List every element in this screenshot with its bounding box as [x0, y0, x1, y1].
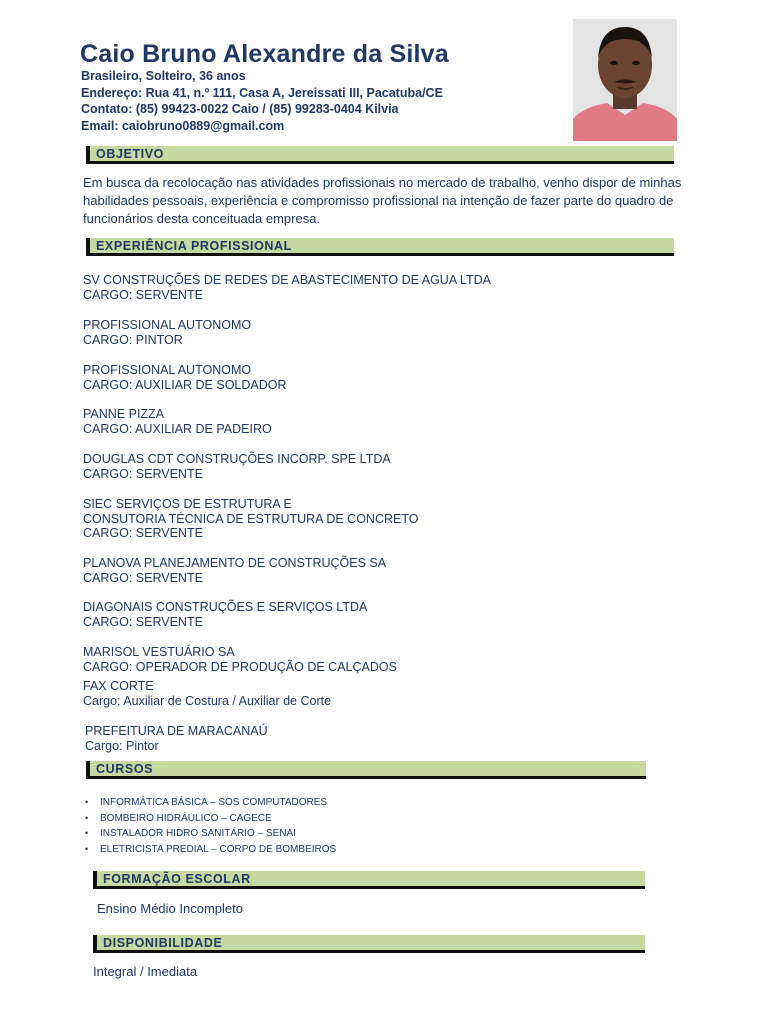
job-role: CARGO: SERVENTE	[83, 570, 203, 585]
job-entry	[83, 556, 386, 585]
job-entry	[83, 363, 287, 392]
address: Endereço: Rua 41, n.º 111, Casa A, Jereissati III, Pacatuba/CE	[81, 86, 443, 100]
job-company: SIEC SERVIÇOS DE ESTRUTURA E	[83, 497, 292, 511]
job-company: FAX CORTE	[83, 679, 154, 693]
job-company: DOUGLAS CDT CONSTRUÇÕES INCORP. SPE LTDA	[83, 452, 391, 466]
job-company: PROFISSIONAL AUTONOMO	[83, 318, 252, 332]
section-experiencia	[86, 238, 674, 256]
job-role: CARGO: OPERADOR DE PRODUÇÃO DE CALÇADOS	[83, 659, 397, 674]
job-entry	[85, 724, 268, 753]
job-entry	[83, 497, 418, 541]
job-company: MARISOL VESTUÁRIO SA	[83, 645, 235, 659]
section-title-objetivo: OBJETIVO	[96, 147, 165, 161]
job-entry	[83, 679, 331, 708]
availability-text: Integral / Imediata	[93, 964, 198, 979]
job-entry	[83, 452, 391, 481]
job-role: Cargo: Pintor	[85, 738, 159, 753]
job-role: Cargo: Auxiliar de Costura / Auxiliar de Corte	[83, 693, 332, 708]
section-title-formacao: FORMAÇÃO ESCOLAR	[103, 872, 251, 886]
section-disponibilidade	[93, 935, 645, 953]
objective-text: Em busca da recolocação nas atividades profissionais no mercado de trabalho, venho dispor de minhas habilidades pessoais, experiência e compromisso profissional na intenção de fazer parte do quadro de funcionários desta conceituada empresa.	[83, 175, 682, 226]
section-formacao	[93, 871, 645, 889]
section-title-experiencia: EXPERIÊNCIA PROFISSIONAL	[96, 239, 292, 253]
job-role: CARGO: AUXILIAR DE SOLDADOR	[83, 377, 287, 392]
job-role: CARGO: SERVENTE	[83, 466, 203, 481]
job-role: CARGO: SERVENTE	[83, 287, 203, 302]
contact-phones: Contato: (85) 99423-0022 Caio / (85) 99283-0404 Kilvia	[81, 102, 399, 116]
job-entry	[83, 318, 251, 347]
job-role: CARGO: SERVENTE	[83, 614, 203, 629]
job-role: CARGO: SERVENTE	[83, 526, 203, 541]
job-entry	[83, 407, 272, 436]
list-item: • ELETRICISTA PREDIAL – CORPO DE BOMBEIROS	[85, 842, 336, 858]
section-objetivo	[86, 146, 674, 164]
section-title-disponibilidade: DISPONIBILIDADE	[103, 936, 223, 950]
personal-info: Brasileiro, Solteiro, 36 anos	[81, 69, 246, 83]
job-company: CONSUTORIA TÉCNICA DE ESTRUTURA DE CONCRETO	[83, 511, 419, 526]
job-company: PREFEITURA DE MARACANAÚ	[85, 724, 268, 738]
list-item: • INFORMÁTICA BÁSICA – SOS COMPUTADORES	[85, 795, 336, 811]
email: Email: caiobruno0889@gmail.com	[81, 119, 285, 133]
candidate-name: Caio Bruno Alexandre da Silva	[80, 40, 449, 68]
job-entry	[83, 600, 367, 629]
job-role: CARGO: AUXILIAR DE PADEIRO	[83, 421, 272, 436]
list-item: • BOMBEIRO HIDRÁULICO – CAGECE	[85, 811, 336, 827]
education-text: Ensino Médio Incompleto	[97, 901, 243, 916]
job-company: PROFISSIONAL AUTONOMO	[83, 363, 252, 377]
courses-list	[85, 795, 336, 858]
section-title-cursos: CURSOS	[96, 762, 154, 776]
list-item: • INSTALADOR HIDRO SANITÁRIO – SENAI	[85, 826, 336, 842]
job-company: DIAGONAIS CONSTRUÇÕES E SERVIÇOS LTDA	[83, 600, 368, 614]
job-role: CARGO: PINTOR	[83, 332, 183, 347]
profile-photo	[573, 19, 677, 141]
section-cursos	[86, 761, 646, 779]
job-company: SV CONSTRUÇÕES DE REDES DE ABASTECIMENTO DE AGUA LTDA	[83, 273, 491, 287]
job-entry	[83, 645, 397, 674]
job-entry	[83, 273, 491, 302]
job-company: PLANOVA PLANEJAMENTO DE CONSTRUÇÕES SA	[83, 556, 387, 570]
job-company: PANNE PIZZA	[83, 407, 165, 421]
